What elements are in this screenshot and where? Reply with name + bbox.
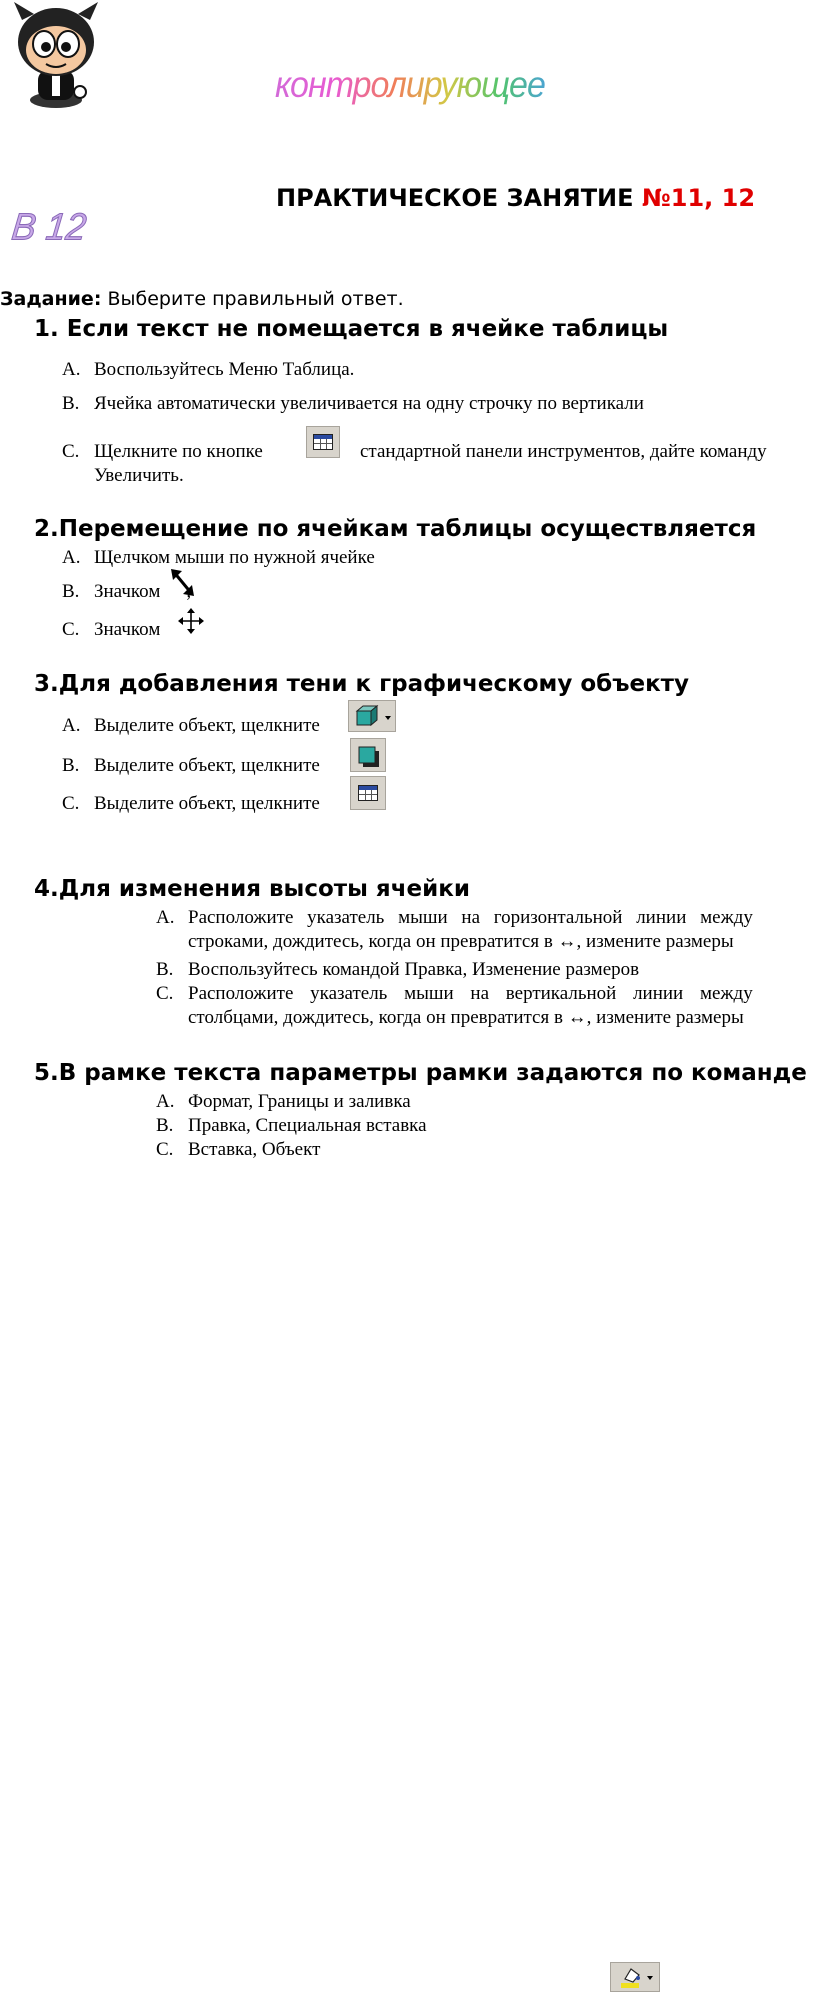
question-5-option-c (156, 1138, 320, 1162)
question-4-option-a (156, 906, 816, 954)
option-line2: столбцами, дождитесь, когда он превратится в ↔, измените размеры (188, 1007, 744, 1028)
question-3-option-a (62, 714, 320, 738)
question-1-option-b (62, 392, 644, 416)
option-text: Выделите объект, щелкните (94, 793, 320, 814)
question-text: Перемещение по ячейкам таблицы осуществляется (58, 516, 757, 542)
option-letter: C. (156, 983, 174, 1004)
option-letter: A. (156, 1091, 175, 1112)
question-4-heading (34, 876, 470, 902)
question-1-option-a (62, 358, 354, 382)
option-letter: C. (156, 1139, 174, 1160)
option-letter: C. (62, 441, 80, 462)
question-1-option-c-continued: стандартной панели инструментов, дайте команду (360, 441, 767, 462)
question-2-option-a (62, 546, 375, 570)
banner-title: контролирующее задание (275, 64, 605, 112)
question-3-heading (34, 671, 689, 697)
option-letter: C. (62, 619, 80, 640)
question-text: Для добавления тени к графическому объекту (58, 671, 690, 697)
option-text: Значком (94, 581, 161, 602)
option-text: Формат, Границы и заливка (188, 1091, 411, 1112)
option-letter: B. (62, 393, 80, 414)
question-2-option-c (62, 618, 160, 642)
option-line1: Воспользуйтесь командой Правка, Изменение размеров (188, 959, 640, 980)
option-text: Выделите объект, щелкните (94, 755, 320, 776)
option-text: Значком (94, 619, 161, 640)
table-button-icon (306, 426, 340, 458)
option-line2: строками, дождитесь, когда он превратится в ↔, измените размеры (188, 931, 734, 952)
question-5-heading (34, 1060, 807, 1086)
question-5-option-a (156, 1090, 411, 1114)
option-text: Щелчком мыши по нужной ячейке (94, 547, 375, 568)
question-text: Если текст не помещается в ячейке таблицы (66, 316, 669, 342)
question-3-option-c (62, 792, 320, 816)
task-label: Задание: (0, 288, 102, 310)
question-number: 4. (34, 876, 59, 902)
option-letter: B. (62, 581, 80, 602)
option-letter: A. (62, 547, 81, 568)
task-instruction (0, 288, 404, 310)
option-letter: B. (62, 755, 80, 776)
question-3-option-b (62, 754, 320, 778)
option-text: Выделите объект, щелкните (94, 715, 320, 736)
four-way-move-icon (178, 608, 204, 638)
option-letter: A. (62, 359, 81, 380)
question-4-option-c (156, 982, 816, 1030)
question-1-heading (34, 316, 668, 342)
option-letter: C. (62, 793, 80, 814)
question-number: 1. (34, 316, 59, 342)
option-letter: B. (156, 959, 174, 980)
option-text: Правка, Специальная вставка (188, 1115, 427, 1136)
option-line1: Расположите указатель мыши на горизонтальной линии между (188, 907, 753, 928)
option-text: Щелкните по кнопке (94, 441, 263, 462)
question-1-option-c (62, 440, 263, 464)
diagonal-double-arrow-icon (170, 568, 196, 602)
option-letter: A. (156, 907, 175, 928)
question-5-option-b (156, 1114, 427, 1138)
page-title-number: №11, 12 (641, 184, 756, 212)
question-4-option-b (156, 958, 639, 982)
3d-style-dropdown-icon (348, 700, 396, 732)
option-text: Воспользуйтесь Меню Таблица. (94, 359, 355, 380)
page-title-text: ПРАКТИЧЕСКОЕ ЗАНЯТИЕ (276, 184, 642, 212)
option-letter: B. (156, 1115, 174, 1136)
fill-color-bucket-icon (610, 1962, 660, 1992)
question-2-heading (34, 516, 756, 542)
shadow-style-icon (350, 738, 386, 772)
option-line1: Расположите указатель мыши на вертикальной линии между (188, 983, 753, 1004)
question-1-option-c-line2: Увеличить. (94, 465, 184, 486)
variant-label: В 12 (9, 204, 89, 248)
question-number: 3. (34, 671, 59, 697)
option-text: Вставка, Объект (188, 1139, 321, 1160)
mascot-logo (8, 0, 104, 110)
question-number: 2. (34, 516, 59, 542)
question-text: В рамке текста параметры рамки задаются по команде (58, 1060, 807, 1086)
task-text: Выберите правильный ответ. (101, 288, 404, 310)
option-text: Ячейка автоматически увеличивается на одну строчку по вертикали (94, 393, 644, 414)
question-text: Для изменения высоты ячейки (58, 876, 470, 902)
table-grid-icon (350, 776, 386, 810)
page-title (276, 184, 755, 212)
question-number: 5. (34, 1060, 59, 1086)
option-letter: A. (62, 715, 81, 736)
